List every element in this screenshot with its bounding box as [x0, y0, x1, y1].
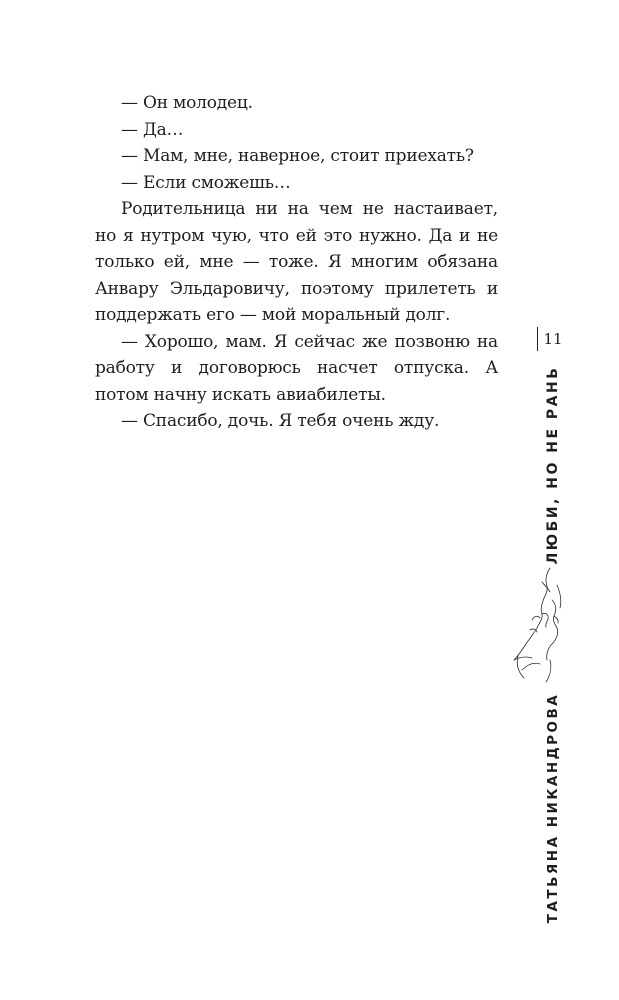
dialogue-line: — Хорошо, мам. Я сейчас же позвоню на работу и договорюсь насчет отпуска. А потом начну искать авиабилеты. [95, 331, 498, 405]
running-author [538, 692, 568, 923]
dialogue-line: — Мам, мне, наверное, стоит приехать? [121, 146, 474, 166]
body-text [95, 90, 498, 435]
narrative-paragraph: Родительница ни на чем не настаивает, но я нутром чую, что ей это нужно. Да и не только ей, мне — тоже. Я многим обязана Анвару Эльдаровичу, поэтому прилететь и поддержать его — мой моральный долг. [95, 199, 498, 325]
faces-sketch-illustration [502, 560, 572, 690]
dialogue-line: — Да… [121, 119, 184, 140]
running-title-text: ЛЮБИ, НО НЕ РАНЬ [545, 365, 561, 565]
dialogue-line: — Он молодец. [121, 93, 253, 113]
dialogue-line: — Спасибо, дочь. Я тебя очень жду. [121, 411, 440, 431]
dialogue-line: — Если сможешь… [121, 172, 291, 193]
running-author-text: ТАТЬЯНА НИКАНДРОВА [545, 692, 561, 923]
running-title [538, 365, 568, 565]
page-number: 11 [543, 330, 563, 348]
